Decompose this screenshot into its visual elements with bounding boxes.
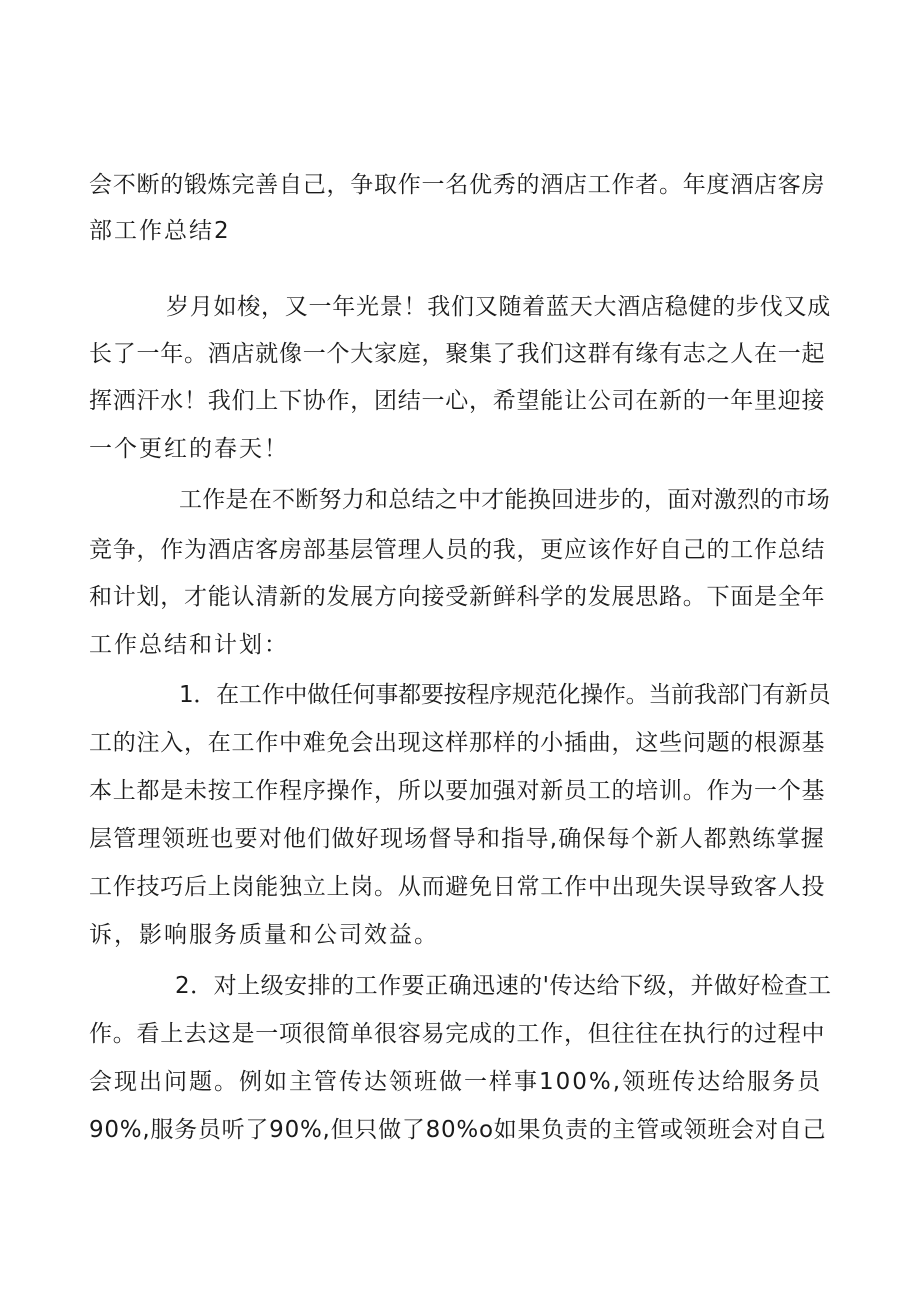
text-line: 长了一年。酒店就像一个大家庭，聚集了我们这群有缘有志之人在一起 <box>89 341 826 367</box>
text-line: 和计划，才能认清新的发展方向接受新鲜科学的发展思路。下面是全年 <box>89 584 826 610</box>
text-line: 90%,服务员听了90%,但只做了80%o如果负责的主管或领班会对自己 <box>89 1117 827 1143</box>
text-line: 会现出问题。例如主管传达领班做一样事100%,领班传达给服务员 <box>89 1069 823 1095</box>
text-line: 本上都是未按工作程序操作，所以要加强对新员工的培训。作为一个基 <box>89 778 826 804</box>
text-line: 1．在工作中做任何事都要按程序规范化操作。当前我部门有新员 <box>179 682 831 708</box>
text-line: 工作技巧后上岗能独立上岗。从而避免日常工作中出现失误导致客人投 <box>89 874 826 900</box>
text-line: 作。看上去这是一项很简单很容易完成的工作，但往往在执行的过程中 <box>89 1021 826 1047</box>
text-line: 部工作总结2 <box>89 218 231 244</box>
text-line: 岁月如梭，又一年光景！我们又随着蓝天大酒店稳健的步伐又成 <box>166 294 831 320</box>
text-line: 层管理领班也要对他们做好现场督导和指导,确保每个新人都熟练掌握 <box>89 826 826 852</box>
text-line: 挥洒汗水！我们上下协作，团结一心，希望能让公司在新的一年里迎接 <box>89 388 826 414</box>
text-line: 工作总结和计划： <box>89 632 289 658</box>
text-line: 工的注入，在工作中难免会出现这样那样的小插曲，这些问题的根源基 <box>89 730 826 756</box>
text-line: 一个更红的春天！ <box>89 436 289 462</box>
text-line: 2．对上级安排的工作要正确迅速的'传达给下级，并做好检查工 <box>175 973 832 999</box>
text-line: 会不断的锻炼完善自己，争取作一名优秀的酒店工作者。年度酒店客房 <box>89 172 826 198</box>
text-line: 竞争，作为酒店客房部基层管理人员的我，更应该作好自己的工作总结 <box>89 537 826 563</box>
text-line: 工作是在不断努力和总结之中才能换回进步的，面对激烈的市场 <box>179 487 830 513</box>
text-line: 诉，影响服务质量和公司效益。 <box>89 922 439 948</box>
